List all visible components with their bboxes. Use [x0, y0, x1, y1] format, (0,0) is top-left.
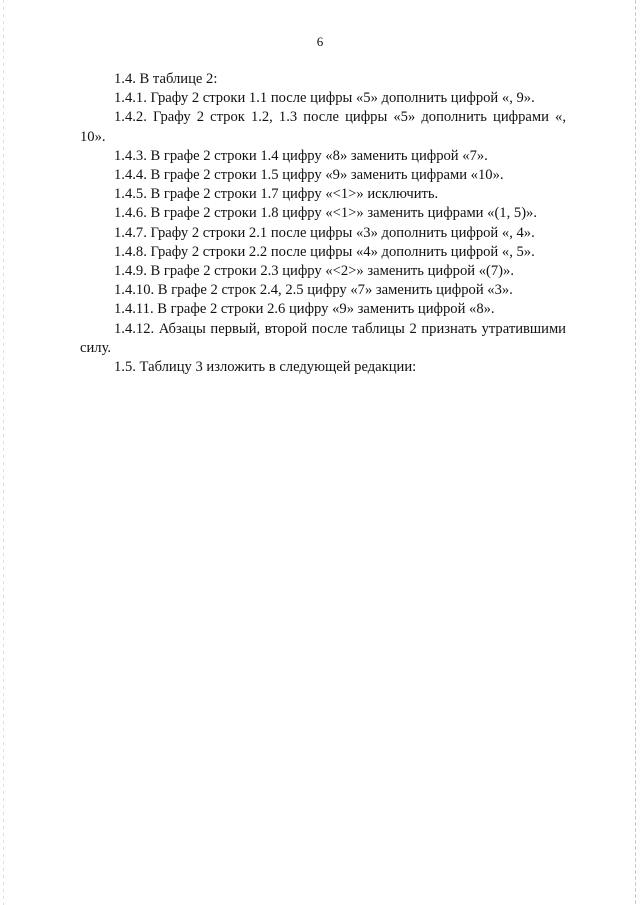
paragraph-1-4-8: 1.4.8. Графу 2 строки 2.2 после цифры «4» дополнить цифрой «, 5». [114, 243, 535, 260]
scan-edge-left [3, 0, 4, 905]
paragraph-1-4-9: 1.4.9. В графе 2 строки 2.3 цифру «<2>» заменить цифрой «(7)». [114, 263, 514, 280]
scan-edge-right [635, 0, 636, 905]
page-number: 6 [316, 34, 324, 49]
paragraph-1-4-4: 1.4.4. В графе 2 строки 1.5 цифру «9» заменить цифрами «10». [114, 167, 504, 184]
paragraph-1-4-10: 1.4.10. В графе 2 строк 2.4, 2.5 цифру «7» заменить цифрой «3». [114, 282, 513, 299]
paragraph-1-5: 1.5. Таблицу 3 изложить в следующей редакции: [114, 359, 417, 376]
paragraph-1-4-11: 1.4.11. В графе 2 строки 2.6 цифру «9» заменить цифрой «8». [114, 301, 495, 318]
amendment-text [80, 70, 566, 377]
paragraph-1-4-5: 1.4.5. В графе 2 строки 1.7 цифру «<1>» исключить. [114, 186, 439, 203]
paragraph-1-4-6: 1.4.6. В графе 2 строки 1.8 цифру «<1>» заменить цифрами «(1, 5)». [114, 205, 537, 222]
paragraph-1-4-1: 1.4.1. Графу 2 строки 1.1 после цифры «5» дополнить цифрой «, 9». [114, 90, 535, 107]
paragraph-1-4: 1.4. В таблице 2: [114, 71, 218, 87]
paragraph-1-4-3: 1.4.3. В графе 2 строки 1.4 цифру «8» заменить цифрой «7». [114, 147, 488, 164]
paragraph-1-4-7: 1.4.7. Графу 2 строки 2.1 после цифры «3» дополнить цифрой «, 4». [114, 224, 535, 241]
paragraph-1-4-2: 1.4.2. Графу 2 строк 1.2, 1.3 после цифры «5» дополнить цифрами «, 10». [80, 109, 566, 145]
paragraph-1-4-12: 1.4.12. Абзацы первый, второй после таблицы 2 признать утратившими силу. [80, 320, 566, 356]
